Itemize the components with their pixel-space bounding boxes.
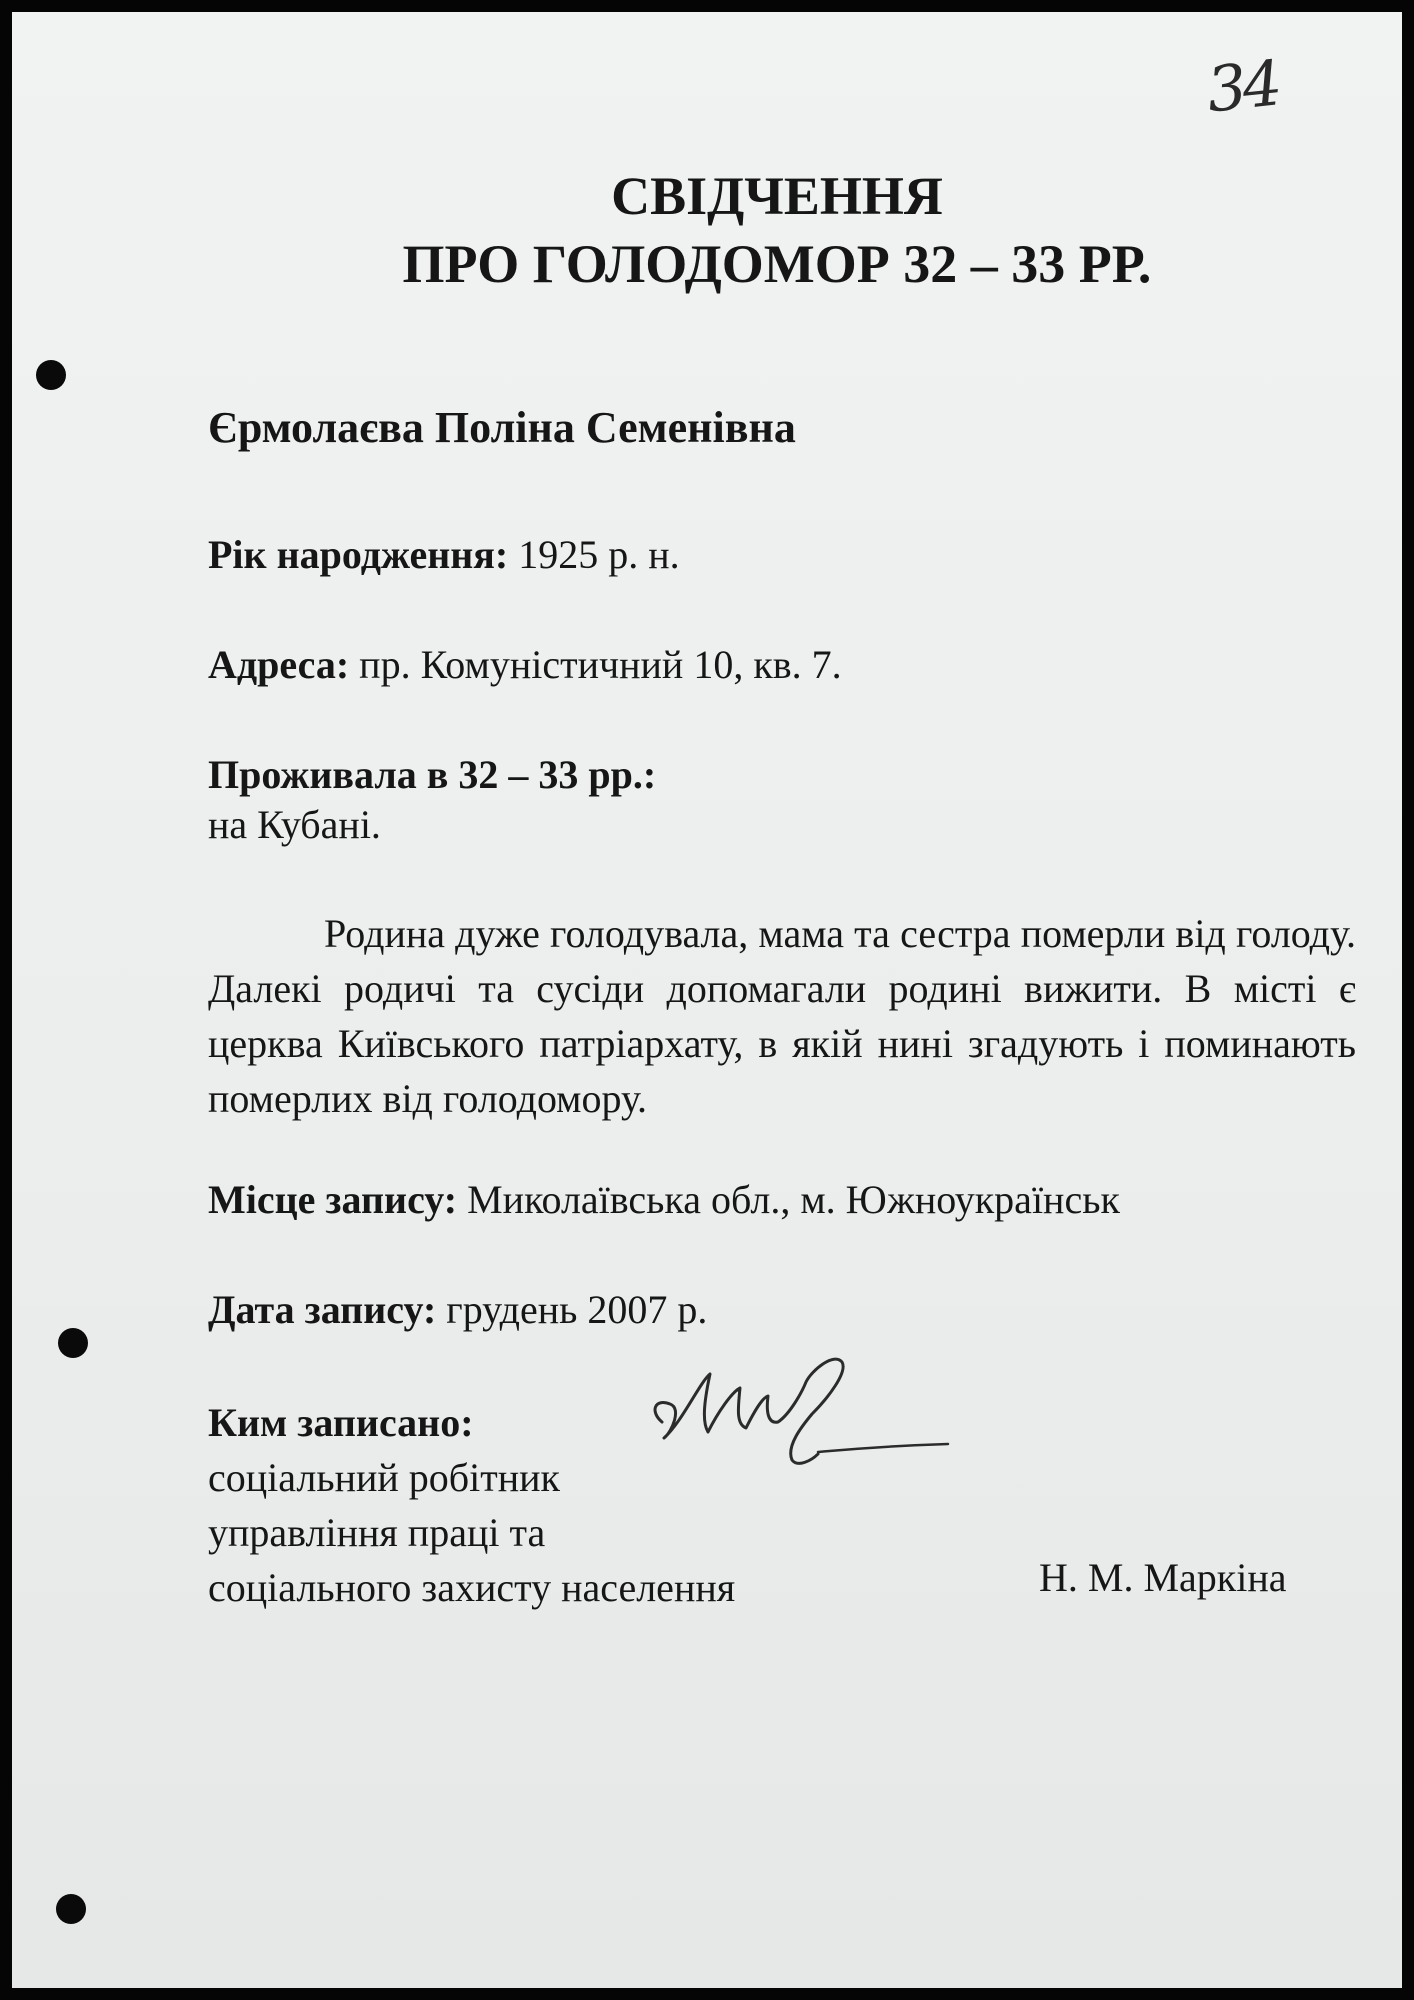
recorder-position-line-1: соціальний робітник <box>208 1455 560 1500</box>
recorded-by-label: Ким записано: <box>208 1400 474 1445</box>
punch-hole-bottom <box>56 1894 86 1924</box>
witness-name: Єрмолаєва Поліна Семенівна <box>208 403 796 452</box>
title-line-1: СВІДЧЕННЯ <box>611 166 943 226</box>
archive-page-number: 34 <box>1203 46 1282 127</box>
address-field <box>208 640 842 690</box>
testimony-paragraph: Родина дуже голодувала, мама та сестра померли від голоду. Далекі родичі та сусіди допомагали родині вижити. В місті є церква Київського патріархату, в якій нині згадують і поминають померлих від голодомору. <box>208 911 1356 1121</box>
residence-value: на Кубані. <box>208 802 381 847</box>
recorder-position-line-2: управління праці та <box>208 1510 546 1555</box>
address-value: пр. Комуністичний 10, кв. 7. <box>359 642 842 687</box>
record-date-field <box>208 1285 707 1335</box>
birth-year-label: Рік народження: <box>208 532 509 577</box>
residence-label: Проживала в 32 – 33 рр.: <box>208 752 657 797</box>
punch-hole-top <box>36 360 66 390</box>
record-place-value: Миколаївська обл., м. Южноукраїнськ <box>467 1177 1120 1222</box>
document-title <box>12 162 1414 298</box>
punch-hole-middle <box>58 1328 88 1358</box>
birth-year-field <box>208 530 680 580</box>
record-date-value: грудень 2007 р. <box>446 1287 708 1332</box>
record-date-label: Дата запису: <box>208 1287 437 1332</box>
birth-year-value: 1925 р. н. <box>518 532 680 577</box>
document-page <box>12 12 1402 1988</box>
recorder-position-line-3: соціального захисту населення <box>208 1565 736 1610</box>
handwritten-signature <box>642 1342 962 1502</box>
record-place-label: Місце запису: <box>208 1177 458 1222</box>
residence-field <box>208 750 656 850</box>
title-line-2: ПРО ГОЛОДОМОР 32 – 33 РР. <box>402 234 1152 294</box>
record-place-field <box>208 1175 1120 1225</box>
recorder-name: Н. М. Маркіна <box>1039 1555 1287 1600</box>
address-label: Адреса: <box>208 642 350 687</box>
